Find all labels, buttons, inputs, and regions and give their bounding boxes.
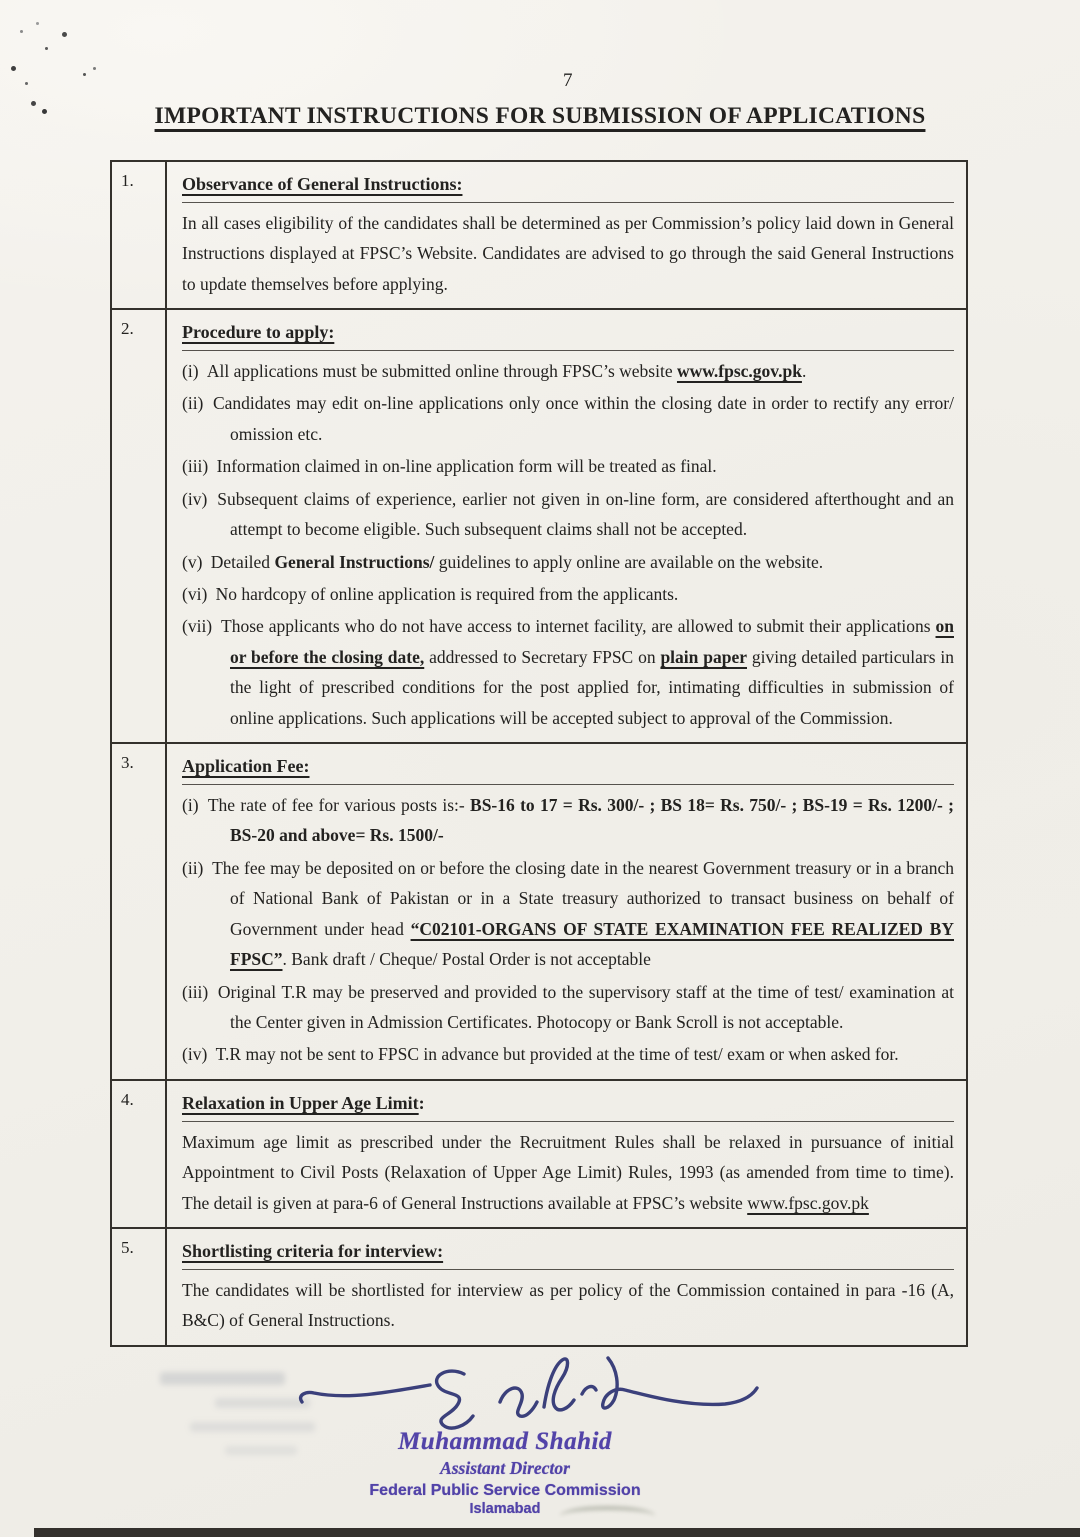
text-segment: No hardcopy of online application is required from the applicants. — [215, 583, 679, 604]
text-segment: www.fpsc.gov.pk — [747, 1192, 869, 1213]
scan-edge-band — [34, 1528, 1080, 1537]
text-segment: Original T.R may be preserved and provided to the supervisory staff at the time of test/ examination at the Center given in Admission Certificates. Photocopy or Bank Scroll is not acceptable. — [217, 981, 954, 1033]
title-row — [0, 103, 1080, 130]
section-paragraph — [182, 1275, 954, 1336]
text-segment: Observance of General Instructions: — [182, 174, 463, 194]
text-segment: . Bank draft / Cheque/ Postal Order is not acceptable — [282, 949, 651, 970]
text-segment: General Instructions/ — [274, 551, 435, 572]
document-title: IMPORTANT INSTRUCTIONS FOR SUBMISSION OF APPLICATIONS — [154, 103, 926, 129]
section-number: 3. — [111, 743, 166, 1080]
list-item — [182, 451, 954, 481]
item-label: (iii) — [182, 981, 214, 1002]
text-segment: Maximum age limit as prescribed under the Recruitment Rules shall be relaxed in pursuance of initial Appointment to Civil Posts (Relaxation of Upper Age Limit) Rules, 1993 (as amended from time to time). The detail is given at para-6 of General Instructions available at FPSC’s website — [182, 1131, 954, 1213]
list-item — [182, 611, 954, 733]
bleedthrough-mark — [160, 1372, 285, 1385]
text-segment: guidelines to apply online are available on the website. — [434, 551, 824, 572]
item-label: (v) — [182, 551, 207, 572]
text-segment: All applications must be submitted online through FPSC’s website — [206, 360, 677, 381]
item-label: (i) — [182, 794, 204, 815]
text-segment: “C02101-ORGANS OF STATE EXAMINATION FEE REALIZED BY FPSC” — [230, 918, 954, 970]
text-segment: Procedure to apply: — [182, 322, 335, 343]
item-label: (vii) — [182, 616, 218, 637]
text-segment: giving detailed particulars in the light of prescribed conditions for the post applied for, intimating difficulties in submission of online applications. Such applications will be accepted subject to approval of the Commission. — [230, 646, 955, 728]
text-segment: on or before the closing date, — [230, 616, 954, 667]
stamp-city: Islamabad — [469, 1501, 541, 1518]
section-row-5 — [111, 1228, 967, 1346]
text-segment: www.fpsc.gov.pk — [676, 360, 802, 381]
text-segment: Those applicants who do not have access to internet facility, are allowed to submit their applications — [221, 616, 936, 637]
page-number: 7 — [563, 70, 573, 91]
section-number: 1. — [111, 161, 166, 309]
signature-ink — [292, 1352, 782, 1437]
section-paragraph — [182, 208, 954, 299]
text-segment: Candidates may edit on-line applications only once within the closing date in order to rectify any error/ omission etc. — [212, 393, 954, 444]
text-segment: addressed to Secretary FPSC on — [424, 646, 661, 667]
text-segment: plain paper — [660, 646, 747, 667]
text-segment: The rate of fee for various posts is:- — [207, 794, 471, 815]
list-item — [182, 853, 954, 975]
text-segment: Shortlisting criteria for interview: — [182, 1241, 444, 1261]
stamp-name: Muhammad Shahid — [398, 1428, 612, 1455]
item-label: (i) — [182, 360, 203, 381]
section-row-2 — [111, 309, 967, 743]
official-stamp — [330, 1428, 680, 1518]
section-number: 2. — [111, 309, 166, 743]
section-content — [166, 161, 967, 309]
list-item — [182, 547, 954, 577]
text-segment: Relaxation in Upper Age Limit — [182, 1092, 419, 1113]
section-number: 5. — [111, 1228, 166, 1346]
list-item — [182, 356, 954, 386]
text-segment: The candidates will be shortlisted for interview as per policy of the Commission contained in para -16 (A, B&C) of General Instructions. — [182, 1279, 954, 1331]
stamp-organization: Federal Public Service Commission — [369, 1481, 641, 1499]
bleedthrough-mark — [225, 1446, 297, 1455]
instructions-table — [110, 160, 968, 1347]
section-row-1 — [111, 161, 967, 309]
list-item — [182, 1039, 954, 1069]
text-segment: : — [418, 1092, 425, 1113]
section-paragraph — [182, 1127, 954, 1218]
item-label: (iv) — [182, 1044, 212, 1065]
section-content — [166, 1228, 967, 1346]
text-segment: Detailed — [210, 551, 275, 572]
text-segment: BS-16 to 17 = Rs. 300/- ; BS 18= Rs. 750/- ; BS-19 = Rs. 1200/- ; BS-20 and above= Rs. 1500/- — [230, 794, 954, 846]
ink-speckles — [0, 0, 3, 3]
item-label: (iv) — [182, 488, 214, 509]
section-number: 4. — [111, 1080, 166, 1228]
text-segment: In all cases eligibility of the candidates shall be determined as per Commission’s policy laid down in General Instructions displayed at FPSC’s Website. Candidates are advised to go through the said General Instructions to update themselves before applying. — [182, 212, 954, 294]
section-heading — [182, 747, 954, 785]
item-label: (iii) — [182, 456, 213, 477]
instructions-tbody — [111, 161, 967, 1346]
section-heading — [182, 313, 954, 351]
list-item — [182, 790, 954, 851]
text-segment: Application Fee: — [182, 756, 310, 777]
item-label: (ii) — [182, 393, 209, 414]
list-item — [182, 388, 954, 449]
text-segment: . — [801, 360, 807, 381]
list-item — [182, 484, 954, 545]
text-segment: Subsequent claims of experience, earlier not given in on-line form, are considered afterthought and an attempt to become eligible. Such subsequent claims shall not be accepted. — [217, 488, 954, 540]
section-row-3 — [111, 743, 967, 1080]
section-heading — [182, 1232, 954, 1270]
section-heading — [182, 1084, 954, 1122]
list-item — [182, 977, 954, 1038]
text-segment: Information claimed in on-line application form will be treated as final. — [216, 456, 717, 477]
section-content — [166, 743, 967, 1080]
section-content — [166, 309, 967, 743]
section-row-4 — [111, 1080, 967, 1228]
item-label: (ii) — [182, 857, 209, 878]
scan-smudge — [560, 1506, 655, 1526]
list-item — [182, 579, 954, 609]
section-heading — [182, 165, 954, 203]
section-content — [166, 1080, 967, 1228]
item-label: (vi) — [182, 583, 212, 604]
stamp-title: Assistant Director — [440, 1457, 570, 1478]
text-segment: T.R may not be sent to FPSC in advance but provided at the time of test/ exam or when asked for. — [215, 1044, 899, 1065]
text-segment: The fee may be deposited on or before the closing date in the nearest Government treasury or in a branch of National Bank of Pakistan or in a State treasury authorized to transact business on behalf of Government under head — [212, 857, 954, 939]
